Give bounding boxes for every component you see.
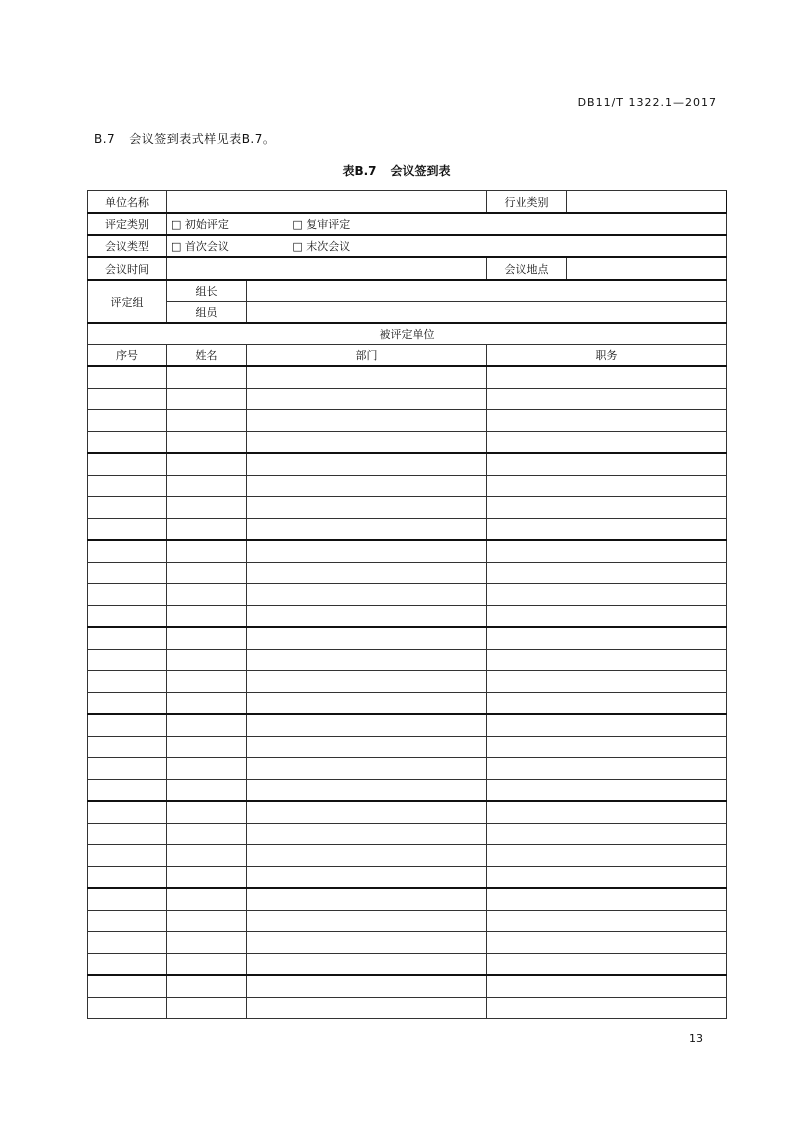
table-row	[88, 671, 727, 693]
table-row	[88, 584, 727, 606]
eval-type-options	[167, 213, 727, 235]
table-row	[88, 997, 727, 1019]
review-eval-checkbox[interactable]: □ 复审评定	[292, 218, 351, 231]
department-cell[interactable]	[247, 584, 487, 606]
name-cell[interactable]	[167, 801, 247, 823]
position-cell[interactable]	[487, 975, 727, 997]
department-cell[interactable]	[247, 823, 487, 845]
name-cell[interactable]	[167, 627, 247, 649]
table-row	[88, 453, 727, 475]
sign-in-form-table	[87, 190, 727, 1019]
seq-cell[interactable]	[88, 845, 167, 867]
unit-name-row	[88, 191, 727, 214]
table-row	[88, 888, 727, 910]
table-row	[88, 779, 727, 801]
position-cell[interactable]	[487, 888, 727, 910]
seq-cell[interactable]	[88, 475, 167, 497]
leader-label: 组长	[167, 280, 247, 302]
seq-cell[interactable]	[88, 953, 167, 975]
table-caption	[0, 162, 793, 179]
evaluated-unit-row	[88, 323, 727, 345]
clause-text: 会议签到表式样见表B.7。	[129, 132, 276, 146]
department-cell[interactable]	[247, 801, 487, 823]
clause-number: B.7	[94, 132, 116, 146]
name-cell[interactable]	[167, 518, 247, 540]
position-cell[interactable]	[487, 953, 727, 975]
seq-cell[interactable]	[88, 649, 167, 671]
seq-cell[interactable]	[88, 410, 167, 432]
table-title: 会议签到表	[390, 164, 451, 178]
meeting-time-row	[88, 257, 727, 280]
seq-cell[interactable]	[88, 866, 167, 888]
meeting-type-row	[88, 235, 727, 257]
name-cell[interactable]	[167, 997, 247, 1019]
seq-cell[interactable]	[88, 801, 167, 823]
position-cell[interactable]	[487, 671, 727, 693]
meeting-type-options	[167, 235, 727, 257]
position-cell[interactable]	[487, 779, 727, 801]
position-cell[interactable]	[487, 431, 727, 453]
page-number: 13	[689, 1032, 703, 1045]
position-cell[interactable]	[487, 584, 727, 606]
department-cell[interactable]	[247, 431, 487, 453]
table-row	[88, 758, 727, 780]
unit-name-label: 单位名称	[88, 191, 167, 214]
seq-cell[interactable]	[88, 518, 167, 540]
department-cell[interactable]	[247, 953, 487, 975]
seq-cell[interactable]	[88, 453, 167, 475]
team-member-row	[88, 302, 727, 324]
position-cell[interactable]	[487, 649, 727, 671]
department-cell[interactable]	[247, 910, 487, 932]
seq-cell[interactable]	[88, 605, 167, 627]
position-cell[interactable]	[487, 866, 727, 888]
department-cell[interactable]	[247, 453, 487, 475]
name-cell[interactable]	[167, 540, 247, 562]
table-row	[88, 692, 727, 714]
seq-cell[interactable]	[88, 692, 167, 714]
column-header-row	[88, 345, 727, 367]
name-cell[interactable]	[167, 453, 247, 475]
name-cell[interactable]	[167, 475, 247, 497]
position-cell[interactable]	[487, 562, 727, 584]
seq-cell[interactable]	[88, 671, 167, 693]
leader-field[interactable]	[247, 280, 727, 302]
name-cell[interactable]	[167, 562, 247, 584]
team-label: 评定组	[88, 280, 167, 323]
position-cell[interactable]	[487, 736, 727, 758]
position-cell[interactable]	[487, 932, 727, 954]
department-cell[interactable]	[247, 518, 487, 540]
table-row	[88, 605, 727, 627]
seq-cell[interactable]	[88, 540, 167, 562]
name-cell[interactable]	[167, 932, 247, 954]
table-row	[88, 518, 727, 540]
position-cell[interactable]	[487, 997, 727, 1019]
table-row	[88, 714, 727, 736]
seq-cell[interactable]	[88, 584, 167, 606]
table-row	[88, 388, 727, 410]
position-cell[interactable]	[487, 801, 727, 823]
department-cell[interactable]	[247, 714, 487, 736]
seq-cell[interactable]	[88, 910, 167, 932]
position-cell[interactable]	[487, 605, 727, 627]
table-row	[88, 823, 727, 845]
position-cell[interactable]	[487, 714, 727, 736]
member-label: 组员	[167, 302, 247, 324]
table-row	[88, 953, 727, 975]
seq-cell[interactable]	[88, 388, 167, 410]
department-cell[interactable]	[247, 388, 487, 410]
table-row	[88, 475, 727, 497]
name-cell[interactable]	[167, 431, 247, 453]
eval-type-row	[88, 213, 727, 235]
position-cell[interactable]	[487, 692, 727, 714]
seq-cell[interactable]	[88, 888, 167, 910]
name-cell[interactable]	[167, 671, 247, 693]
seq-cell[interactable]	[88, 714, 167, 736]
clause-line	[94, 130, 275, 147]
seq-cell[interactable]	[88, 431, 167, 453]
name-cell[interactable]	[167, 497, 247, 519]
meeting-time-field[interactable]	[167, 257, 487, 280]
seq-cell[interactable]	[88, 997, 167, 1019]
table-row	[88, 627, 727, 649]
position-cell[interactable]	[487, 910, 727, 932]
name-cell[interactable]	[167, 736, 247, 758]
seq-cell[interactable]	[88, 779, 167, 801]
department-cell[interactable]	[247, 932, 487, 954]
industry-cell-wrap	[487, 191, 727, 214]
name-cell[interactable]	[167, 845, 247, 867]
table-row	[88, 801, 727, 823]
seq-cell[interactable]	[88, 932, 167, 954]
last-meeting-checkbox[interactable]: □ 末次会议	[292, 240, 351, 253]
name-cell[interactable]	[167, 388, 247, 410]
table-row	[88, 540, 727, 562]
name-cell[interactable]	[167, 366, 247, 388]
meeting-place-subtable	[487, 258, 726, 279]
seq-cell[interactable]	[88, 627, 167, 649]
department-cell[interactable]	[247, 758, 487, 780]
department-cell[interactable]	[247, 736, 487, 758]
department-cell[interactable]	[247, 692, 487, 714]
name-cell[interactable]	[167, 779, 247, 801]
seq-cell[interactable]	[88, 758, 167, 780]
department-cell[interactable]	[247, 540, 487, 562]
table-row	[88, 736, 727, 758]
member-field[interactable]	[247, 302, 727, 324]
department-cell[interactable]	[247, 975, 487, 997]
evaluated-unit-heading: 被评定单位	[88, 323, 727, 345]
position-cell[interactable]	[487, 475, 727, 497]
table-row	[88, 932, 727, 954]
industry-label: 行业类别	[487, 191, 567, 212]
position-cell[interactable]	[487, 627, 727, 649]
department-cell[interactable]	[247, 475, 487, 497]
table-row	[88, 562, 727, 584]
position-cell[interactable]	[487, 366, 727, 388]
department-cell[interactable]	[247, 671, 487, 693]
industry-subtable	[487, 191, 726, 212]
seq-cell[interactable]	[88, 736, 167, 758]
name-cell[interactable]	[167, 649, 247, 671]
table-row	[88, 866, 727, 888]
department-cell[interactable]	[247, 627, 487, 649]
initial-eval-checkbox[interactable]: □ 初始评定	[171, 218, 229, 231]
position-cell[interactable]	[487, 845, 727, 867]
name-cell[interactable]	[167, 605, 247, 627]
table-row	[88, 845, 727, 867]
meeting-place-field[interactable]	[567, 258, 727, 279]
meeting-time-label: 会议时间	[88, 257, 167, 280]
department-cell[interactable]	[247, 605, 487, 627]
position-cell[interactable]	[487, 540, 727, 562]
department-cell[interactable]	[247, 497, 487, 519]
department-cell[interactable]	[247, 779, 487, 801]
first-meeting-checkbox[interactable]: □ 首次会议	[171, 240, 229, 253]
unit-name-field[interactable]	[167, 191, 487, 214]
department-cell[interactable]	[247, 997, 487, 1019]
position-cell[interactable]	[487, 518, 727, 540]
seq-cell[interactable]	[88, 562, 167, 584]
name-cell[interactable]	[167, 410, 247, 432]
position-cell[interactable]	[487, 453, 727, 475]
meeting-place-cell-wrap	[487, 257, 727, 280]
col-header-position: 职务	[487, 345, 727, 367]
position-cell[interactable]	[487, 758, 727, 780]
department-cell[interactable]	[247, 410, 487, 432]
position-cell[interactable]	[487, 388, 727, 410]
table-number: 表B.7	[342, 164, 377, 178]
name-cell[interactable]	[167, 888, 247, 910]
seq-cell[interactable]	[88, 823, 167, 845]
position-cell[interactable]	[487, 410, 727, 432]
team-leader-row	[88, 280, 727, 302]
table-row	[88, 975, 727, 997]
table-row	[88, 649, 727, 671]
name-cell[interactable]	[167, 758, 247, 780]
seq-cell[interactable]	[88, 497, 167, 519]
name-cell[interactable]	[167, 823, 247, 845]
name-cell[interactable]	[167, 975, 247, 997]
department-cell[interactable]	[247, 866, 487, 888]
col-header-seq: 序号	[88, 345, 167, 367]
department-cell[interactable]	[247, 888, 487, 910]
seq-cell[interactable]	[88, 366, 167, 388]
seq-cell[interactable]	[88, 975, 167, 997]
position-cell[interactable]	[487, 823, 727, 845]
department-cell[interactable]	[247, 649, 487, 671]
meeting-place-label: 会议地点	[487, 258, 567, 279]
eval-type-label: 评定类别	[88, 213, 167, 235]
table-row	[88, 431, 727, 453]
name-cell[interactable]	[167, 692, 247, 714]
meeting-type-label: 会议类型	[88, 235, 167, 257]
table-row	[88, 910, 727, 932]
document-id-header: DB11/T 1322.1—2017	[577, 96, 717, 109]
col-header-name: 姓名	[167, 345, 247, 367]
department-cell[interactable]	[247, 366, 487, 388]
position-cell[interactable]	[487, 497, 727, 519]
table-row	[88, 497, 727, 519]
name-cell[interactable]	[167, 910, 247, 932]
department-cell[interactable]	[247, 845, 487, 867]
industry-field[interactable]	[567, 191, 727, 212]
table-row	[88, 410, 727, 432]
name-cell[interactable]	[167, 866, 247, 888]
name-cell[interactable]	[167, 714, 247, 736]
department-cell[interactable]	[247, 562, 487, 584]
table-row	[88, 366, 727, 388]
name-cell[interactable]	[167, 584, 247, 606]
col-header-department: 部门	[247, 345, 487, 367]
name-cell[interactable]	[167, 953, 247, 975]
